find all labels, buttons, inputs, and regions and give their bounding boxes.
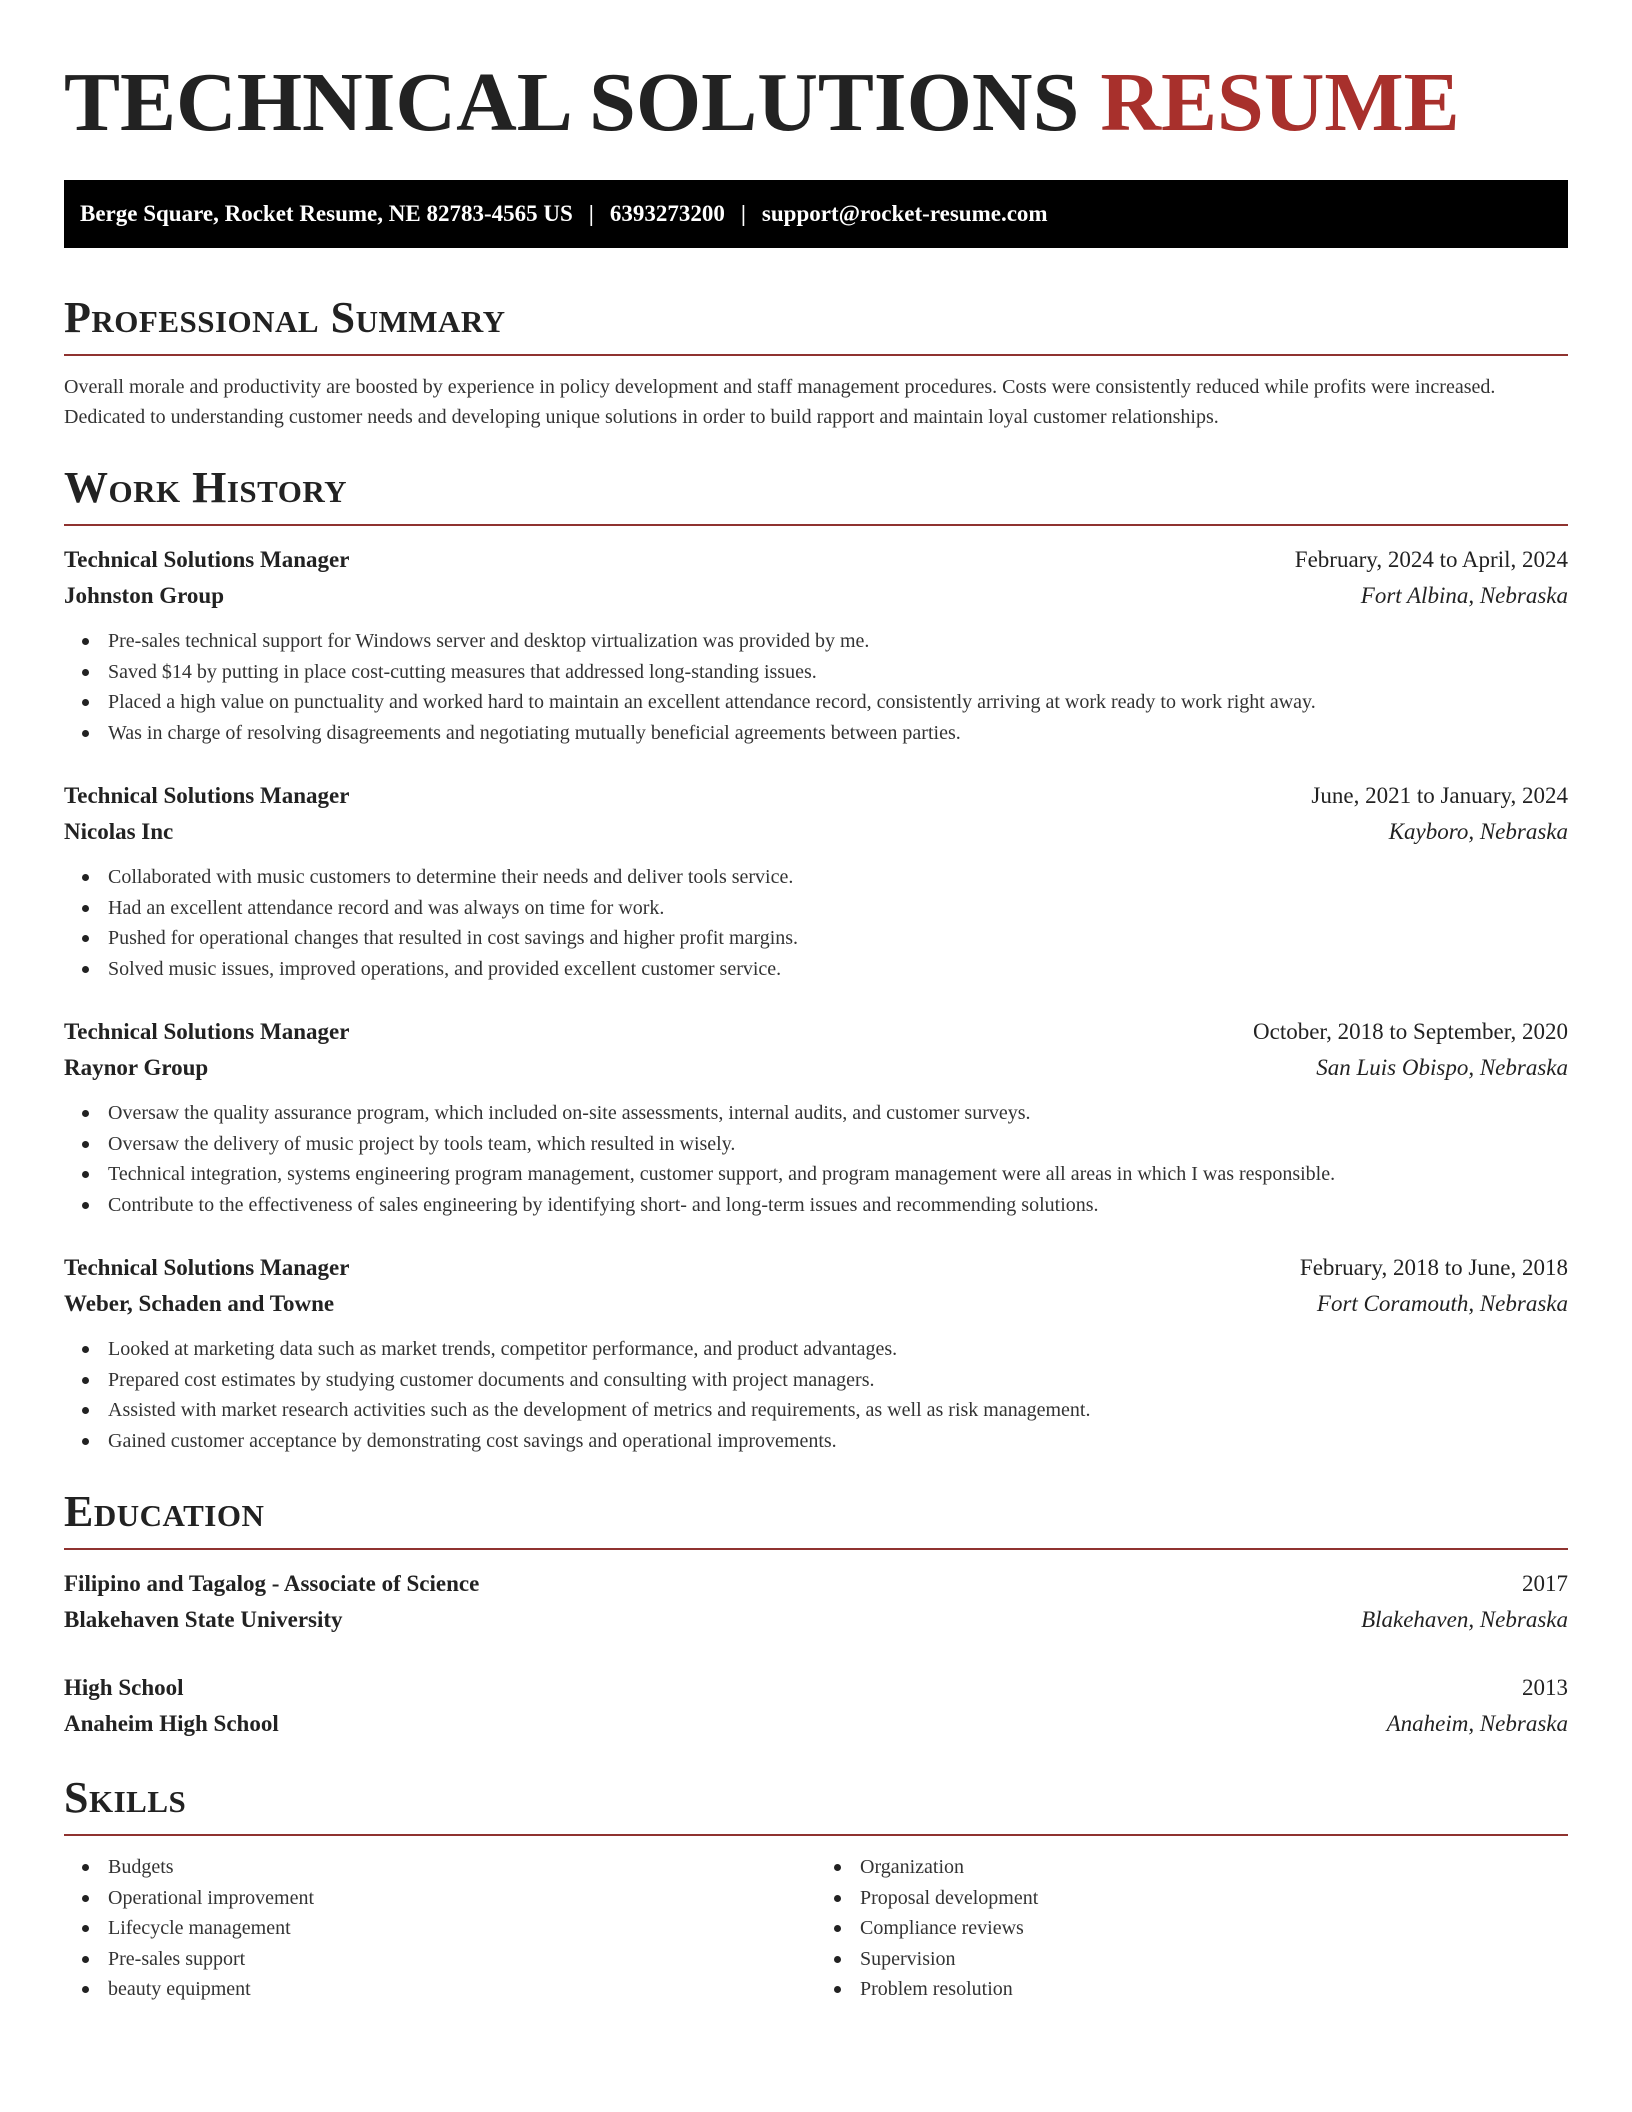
job-entry [64,1014,1568,1220]
degree-name: Filipino and Tagalog - Associate of Science [64,1571,480,1596]
job-location: Fort Albina, Nebraska [1360,583,1568,608]
resume-title [64,48,1568,158]
job-bullets [64,1334,1568,1456]
skill-item: Compliance reviews [830,1913,1568,1944]
company-name: Weber, Schaden and Towne [64,1291,335,1316]
contact-phone: 6393273200 [609,201,725,226]
bullet-item: Looked at marketing data such as market trends, competitor performance, and product advantages. [78,1334,1568,1365]
skill-item: Operational improvement [78,1883,816,1914]
skill-item: Lifecycle management [78,1913,816,1944]
job-entry [64,542,1568,748]
section-heading: Professional Summary [64,293,506,342]
skill-item: Supervision [830,1944,1568,1975]
school-location: Anaheim, Nebraska [1386,1711,1568,1736]
section-divider [64,1548,1568,1550]
job-title: Technical Solutions Manager [64,1255,350,1280]
bullet-item: Prepared cost estimates by studying customer documents and consulting with project managers. [78,1365,1568,1396]
section-divider [64,524,1568,526]
bullet-item: Oversaw the quality assurance program, which included on-site assessments, internal audits, and customer surveys. [78,1098,1568,1129]
job-dates: February, 2018 to June, 2018 [1299,1255,1568,1280]
degree-name: High School [64,1675,184,1700]
graduation-year: 2013 [1522,1675,1568,1700]
education-entry [64,1670,1568,1742]
school-name: Blakehaven State University [64,1607,343,1632]
job-location: Fort Coramouth, Nebraska [1316,1291,1568,1316]
job-title: Technical Solutions Manager [64,547,350,572]
job-bullets [64,626,1568,748]
contact-bar [64,180,1568,248]
professional-summary-section [64,290,1568,432]
section-heading: Education [64,1487,265,1536]
company-name: Nicolas Inc [64,819,174,844]
skill-item: Proposal development [830,1883,1568,1914]
school-location: Blakehaven, Nebraska [1361,1607,1568,1632]
bullet-item: Collaborated with music customers to determine their needs and deliver tools service. [78,862,1568,893]
bullet-item: Pre-sales technical support for Windows server and desktop virtualization was provided by me. [78,626,1568,657]
job-title: Technical Solutions Manager [64,783,350,808]
title-main: TECHNICAL SOLUTIONS [64,56,1080,149]
education-entry [64,1566,1568,1638]
job-location: Kayboro, Nebraska [1388,819,1568,844]
job-entry [64,778,1568,984]
skills-section [64,1770,1568,2005]
bullet-item: Contribute to the effectiveness of sales engineering by identifying short- and long-term issues and recommending solutions. [78,1190,1568,1221]
company-name: Johnston Group [64,583,225,608]
company-name: Raynor Group [64,1055,209,1080]
summary-text: Overall morale and productivity are boosted by experience in policy development and staff management procedures. Costs were consistently reduced while profits were increased. Dedicated to understanding customer needs and developing unique solutions in order to build rapport and maintain loyal customer relationships. [64,376,1496,428]
education-section [64,1484,1568,1742]
job-dates: February, 2024 to April, 2024 [1294,547,1568,572]
graduation-year: 2017 [1522,1571,1568,1596]
job-location: San Luis Obispo, Nebraska [1316,1055,1568,1080]
bullet-item: Assisted with market research activities such as the development of metrics and requirements, as well as risk management. [78,1395,1568,1426]
skills-column-right [816,1852,1568,2005]
skill-item: beauty equipment [78,1974,816,2005]
bullet-item: Oversaw the delivery of music project by tools team, which resulted in wisely. [78,1129,1568,1160]
job-dates: June, 2021 to January, 2024 [1311,783,1568,808]
section-divider [64,1834,1568,1836]
skill-item: Problem resolution [830,1974,1568,2005]
section-heading: Skills [64,1773,187,1822]
section-divider [64,354,1568,356]
skill-item: Organization [830,1852,1568,1883]
skills-list [816,1852,1568,2005]
contact-address: Berge Square, Rocket Resume, NE 82783-4565 US [80,201,573,226]
bullet-item: Placed a high value on punctuality and worked hard to maintain an excellent attendance record, consistently arriving at work ready to work right away. [78,687,1568,718]
bullet-item: Saved $14 by putting in place cost-cutting measures that addressed long-standing issues. [78,657,1568,688]
skill-item: Pre-sales support [78,1944,816,1975]
job-bullets [64,1098,1568,1220]
skill-item: Budgets [78,1852,816,1883]
skills-list [64,1852,816,2005]
bullet-item: Was in charge of resolving disagreements and negotiating mutually beneficial agreements between parties. [78,718,1568,749]
bullet-item: Technical integration, systems engineering program management, customer support, and program management were all areas in which I was responsible. [78,1159,1568,1190]
bullet-item: Solved music issues, improved operations, and provided excellent customer service. [78,954,1568,985]
contact-email: support@rocket-resume.com [761,201,1048,226]
bullet-item: Pushed for operational changes that resulted in cost savings and higher profit margins. [78,923,1568,954]
job-bullets [64,862,1568,984]
skills-columns [64,1852,1568,2005]
bullet-item: Had an excellent attendance record and was always on time for work. [78,893,1568,924]
job-title: Technical Solutions Manager [64,1019,350,1044]
job-dates: October, 2018 to September, 2020 [1253,1019,1568,1044]
skills-column-left [64,1852,816,2005]
contact-separator: | [588,201,594,226]
section-heading: Work History [64,463,348,512]
job-entry [64,1250,1568,1456]
title-accent: RESUME [1100,56,1460,149]
contact-separator: | [740,201,746,226]
bullet-item: Gained customer acceptance by demonstrating cost savings and operational improvements. [78,1426,1568,1457]
school-name: Anaheim High School [64,1711,279,1736]
work-history-section [64,460,1568,1456]
